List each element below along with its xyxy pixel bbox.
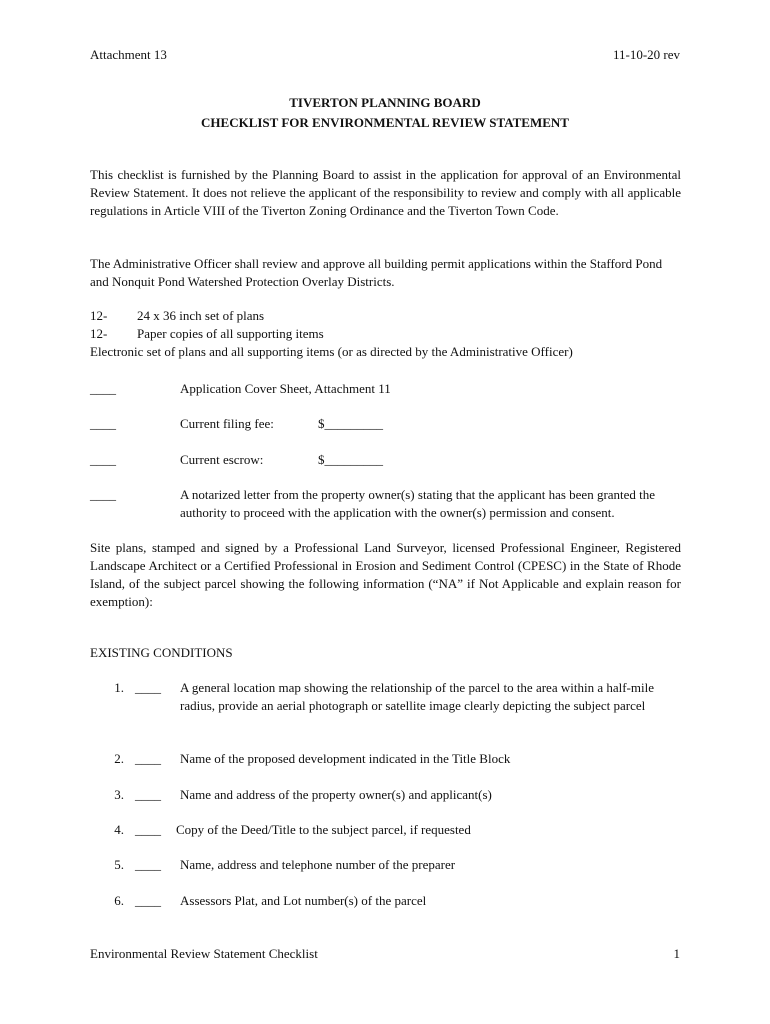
page-number: 1	[673, 946, 680, 961]
item-blank[interactable]: ____	[135, 787, 161, 802]
item-text: A general location map showing the relationship of the parcel to the area within a half-mile radius, provide an aerial photograph or satellite image clearly depicting the subject parcel	[180, 680, 654, 713]
plans-row1-text: 24 x 36 inch set of plans	[137, 308, 265, 323]
item-text: Name, address and telephone number of the preparer	[180, 857, 456, 872]
check-filing-fee-label: Current filing fee:	[180, 416, 274, 431]
escrow-field[interactable]: $_________	[318, 452, 383, 467]
item-number: 1.	[114, 680, 124, 695]
check-escrow-label: Current escrow:	[180, 452, 264, 467]
filing-fee-field[interactable]: $_________	[318, 416, 383, 431]
item-number: 5.	[114, 857, 124, 872]
header-revision: 11-10-20 rev	[612, 47, 680, 62]
section-heading-existing-conditions: EXISTING CONDITIONS	[90, 645, 233, 660]
plans-electronic: Electronic set of plans and all supporting items (or as directed by the Administrative Officer)	[90, 344, 573, 359]
item-number: 3.	[114, 787, 124, 802]
item-blank[interactable]: ____	[135, 857, 161, 872]
site-plans-paragraph: Site plans, stamped and signed by a Professional Land Surveyor, licensed Professional Engineer, Registered Landscape Architect or a Certified Professional in Erosion and Sediment Control (CPESC) in the State of Rhode Island, of the subject parcel showing the following information (“NA” if Not Applicable and explain reason for exemption):	[90, 540, 681, 609]
intro-paragraph-1: This checklist is furnished by the Planning Board to assist in the application for approval of an Environmental Review Statement. It does not relieve the applicant of the responsibility to review and comply with all applicable regulations in Article VIII of the Tiverton Zoning Ordinance and the Tiverton Town Code.	[90, 167, 681, 218]
plans-row2-count: 12-	[90, 326, 108, 341]
item-blank[interactable]: ____	[135, 822, 161, 837]
plans-row1-count: 12-	[90, 308, 108, 323]
item-text: Name and address of the property owner(s) and applicant(s)	[180, 787, 492, 802]
item-number: 4.	[114, 822, 124, 837]
check-blank-fee[interactable]: ____	[90, 416, 116, 431]
page-title: TIVERTON PLANNING BOARD	[289, 95, 481, 110]
intro-paragraph-2: The Administrative Officer shall review and approve all building permit applications within the Stafford Pond and Nonquit Pond Watershed Protection Overlay Districts.	[90, 256, 663, 289]
item-text: Copy of the Deed/Title to the subject parcel, if requested	[176, 822, 471, 837]
page-subtitle: CHECKLIST FOR ENVIRONMENTAL REVIEW STATEMENT	[201, 115, 569, 130]
item-text: Assessors Plat, and Lot number(s) of the parcel	[180, 893, 427, 908]
item-blank[interactable]: ____	[135, 680, 161, 695]
check-blank-escrow[interactable]: ____	[90, 452, 116, 467]
check-blank-cover[interactable]: ____	[90, 381, 116, 396]
item-number: 6.	[114, 893, 124, 908]
item-blank[interactable]: ____	[135, 751, 161, 766]
check-blank-letter[interactable]: ____	[90, 487, 116, 502]
header-attachment: Attachment 13	[90, 47, 167, 62]
item-text: Name of the proposed development indicated in the Title Block	[180, 751, 511, 766]
plans-row2-text: Paper copies of all supporting items	[137, 326, 324, 341]
item-blank[interactable]: ____	[135, 893, 161, 908]
footer-title: Environmental Review Statement Checklist	[90, 946, 318, 961]
check-cover-sheet: Application Cover Sheet, Attachment 11	[180, 381, 391, 396]
item-number: 2.	[114, 751, 124, 766]
check-notarized-letter: A notarized letter from the property owner(s) stating that the applicant has been granted the authority to proceed with the application with the owner(s) permission and consent.	[180, 487, 656, 520]
